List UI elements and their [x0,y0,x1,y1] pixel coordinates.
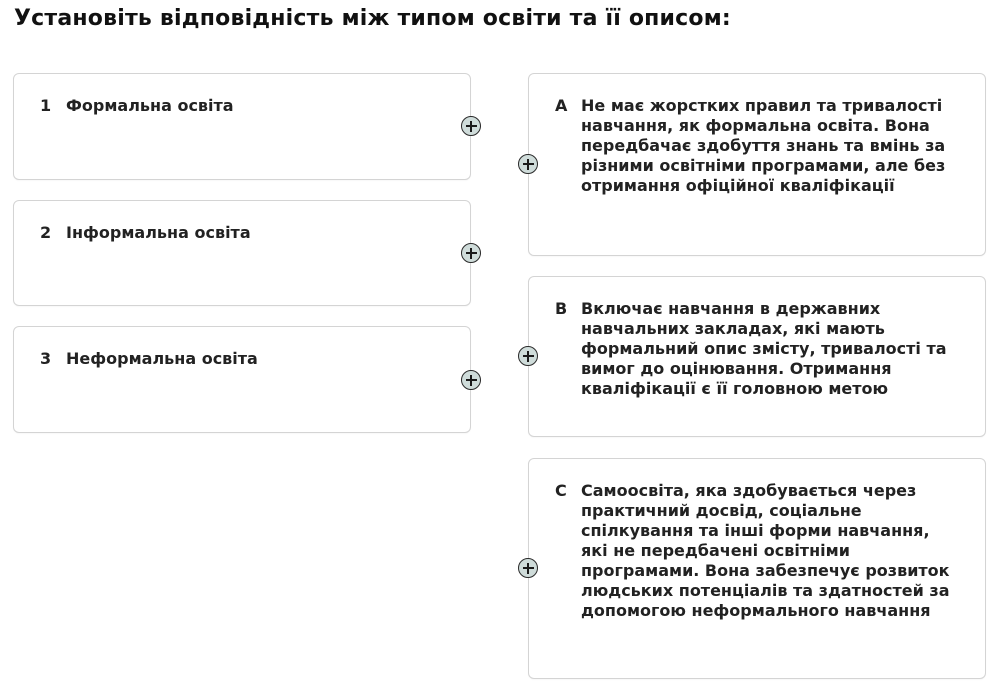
plus-circle-icon[interactable] [518,346,538,366]
right-item-c[interactable] [528,458,986,679]
left-item-number: 3 [40,349,52,368]
plus-circle-icon[interactable] [461,370,481,390]
plus-circle-icon[interactable] [461,243,481,263]
plus-circle-icon[interactable] [518,558,538,578]
left-item-number: 1 [40,96,52,115]
left-item-label: Формальна освіта [66,96,234,115]
left-item-3[interactable] [13,326,471,433]
right-item-letter: B [555,299,568,318]
right-item-description: Не має жорстких правил та тривалості навчання, як формальна освіта. Вона передбачає здобуття знань та вмінь за різними освітніми програмами, але без отримання офіційної кваліфікації [581,96,946,195]
right-item-a[interactable] [528,73,986,256]
left-item-label: Інформальна освіта [66,223,251,242]
plus-circle-icon[interactable] [518,154,538,174]
right-item-b[interactable] [528,276,986,437]
right-item-description: Включає навчання в державних навчальних закладах, які мають формальний опис змісту, тривалості та вимог до оцінювання. Отримання кваліфікації є її головною метою [581,299,947,398]
question-title: Установіть відповідність між типом освіти та її описом: [14,6,731,31]
left-item-1[interactable] [13,73,471,180]
right-item-letter: A [555,96,568,115]
plus-circle-icon[interactable] [461,116,481,136]
right-item-description: Самоосвіта, яка здобувається через практичний досвід, соціальне спілкування та інші форми навчання, які не передбачені освітніми програмами. Вона забезпечує розвиток людських потенціалів та здатностей за допомогою неформального навчання [581,481,950,620]
left-item-2[interactable] [13,200,471,306]
left-item-label: Неформальна освіта [66,349,258,368]
right-item-letter: C [555,481,567,500]
left-item-number: 2 [40,223,52,242]
